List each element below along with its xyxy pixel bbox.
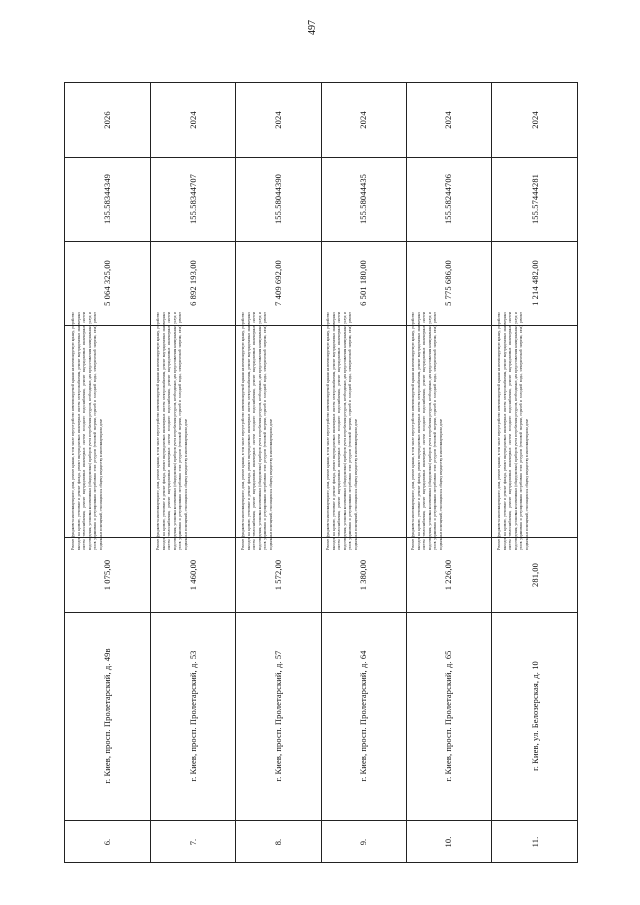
column-divider — [65, 241, 577, 242]
address: г. Киев, просп. Пролетарский, д. 65 — [443, 650, 453, 782]
year: 2024 — [530, 111, 540, 129]
row-divider — [235, 83, 236, 862]
address: г. Киев, просп. Пролетарский, д. 64 — [358, 650, 368, 782]
area: 1 460,00 — [188, 559, 198, 591]
row-number: 7. — [188, 838, 198, 846]
cost: 5 064 325,00 — [102, 260, 112, 306]
works-description: Ремонт фундамента многоквартирного дома, ремонт крыши, в том числе переустройство невентилируемой крыши на вентилируемую крышу, устройство выходов на кровлю, утепление и ремонт фасада, ремонт внутридомовых инженерных систем электроснабжения, ремонт внутридомовых инженерных систем теплоснабжения, ремонт внутридомовых инженерных систем холодного водоснабжения, ремонт внутридомовых инженерных систем водоотведения, установка коллективных (общедомовых) приборов учета потребления ресурсов, необходимых для предоставления коммунальных услуг, и узлов управления и регулирования потребления этих ресурсов (тепловой энергии, горячей и холодной воды, электрической энергии, газа), ремонт подвальных помещений, относящихся к общему имуществу в многоквартирном доме — [241, 312, 273, 550]
row-number: 8. — [273, 838, 283, 846]
address: г. Киев, ул. Белозерская, д. 10 — [530, 661, 540, 771]
works-description: Ремонт фундамента многоквартирного дома, ремонт крыши, в том числе переустройство невентилируемой крыши на вентилируемую крышу, устройство выходов на кровлю, утепление и ремонт фасада, ремонт внутридомовых инженерных систем электроснабжения, ремонт внутридомовых инженерных систем теплоснабжения, ремонт внутридомовых инженерных систем холодного водоснабжения, ремонт внутридомовых инженерных систем водоотведения, установка коллективных (общедомовых) приборов учета потребления ресурсов, необходимых для предоставления коммунальных услуг, и узлов управления и регулирования потребления этих ресурсов (тепловой энергии, горячей и холодной воды, электрической энергии, газа), ремонт подвальных помещений, относящихся к общему имуществу в многоквартирном доме — [71, 312, 103, 550]
address: г. Киев, просп. Пролетарский, д. 49в — [102, 648, 112, 784]
object-code: 155.58244706 — [443, 173, 453, 225]
works-description: Ремонт фундамента многоквартирного дома, ремонт крыши, в том числе переустройство невентилируемой крыши на вентилируемую крышу, устройство выходов на кровлю, утепление и ремонт фасада, ремонт внутридомовых инженерных систем электроснабжения, ремонт внутридомовых инженерных систем теплоснабжения, ремонт внутридомовых инженерных систем холодного водоснабжения, ремонт внутридомовых инженерных систем водоотведения, установка коллективных (общедомовых) приборов учета потребления ресурсов, необходимых для предоставления коммунальных услуг, и узлов управления и регулирования потребления этих ресурсов (тепловой энергии, горячей и холодной воды, электрической энергии, газа), ремонт подвальных помещений, относящихся к общему имуществу в многоквартирном доме — [326, 312, 358, 550]
row-divider — [150, 83, 151, 862]
object-code: 155.58044435 — [358, 173, 368, 225]
object-code: 135.58344349 — [102, 173, 112, 225]
cost: 6 501 180,00 — [358, 260, 368, 306]
year: 2024 — [273, 111, 283, 129]
year: 2024 — [443, 111, 453, 129]
cost: 1 214 482,00 — [530, 260, 540, 306]
address: г. Киев, просп. Пролетарский, д. 53 — [188, 650, 198, 782]
row-number: 11. — [530, 836, 540, 848]
works-description: Ремонт фундамента многоквартирного дома, ремонт крыши, в том числе переустройство невентилируемой крыши на вентилируемую крышу, устройство выходов на кровлю, утепление и ремонт фасада, ремонт внутридомовых инженерных систем электроснабжения, ремонт внутридомовых инженерных систем теплоснабжения, ремонт внутридомовых инженерных систем холодного водоснабжения, ремонт внутридомовых инженерных систем водоотведения, установка коллективных (общедомовых) приборов учета потребления ресурсов, необходимых для предоставления коммунальных услуг, и узлов управления и регулирования потребления этих ресурсов (тепловой энергии, горячей и холодной воды, электрической энергии, газа), ремонт подвальных помещений, относящихся к общему имуществу в многоквартирном доме — [497, 312, 529, 550]
row-divider — [491, 83, 492, 862]
row-divider — [321, 83, 322, 862]
year: 2024 — [358, 111, 368, 129]
area: 1 075,00 — [102, 559, 112, 591]
column-divider — [65, 612, 577, 613]
cost: 7 409 692,00 — [273, 260, 283, 306]
column-divider — [65, 820, 577, 821]
object-code: 155.58344707 — [188, 173, 198, 225]
page-number: 497 — [307, 20, 318, 35]
area: 281,00 — [530, 563, 540, 587]
cost: 6 892 193,00 — [188, 260, 198, 306]
works-table — [64, 82, 578, 863]
works-description: Ремонт фундамента многоквартирного дома, ремонт крыши, в том числе переустройство невентилируемой крыши на вентилируемую крышу, устройство выходов на кровлю, утепление и ремонт фасада, ремонт внутридомовых инженерных систем электроснабжения, ремонт внутридомовых инженерных систем теплоснабжения, ремонт внутридомовых инженерных систем холодного водоснабжения, ремонт внутридомовых инженерных систем водоотведения, установка коллективных (общедомовых) приборов учета потребления ресурсов, необходимых для предоставления коммунальных услуг, и узлов управления и регулирования потребления этих ресурсов (тепловой энергии, горячей и холодной воды, электрической энергии, газа), ремонт подвальных помещений, относящихся к общему имуществу в многоквартирном доме — [156, 312, 188, 550]
row-number: 9. — [358, 838, 368, 846]
area: 1 226,00 — [443, 559, 453, 591]
row-divider — [406, 83, 407, 862]
object-code: 155.57444281 — [530, 173, 540, 225]
area: 1 380,00 — [358, 559, 368, 591]
object-code: 155.58044390 — [273, 173, 283, 225]
cost: 5 775 686,00 — [443, 260, 453, 306]
year: 2024 — [188, 111, 198, 129]
address: г. Киев, просп. Пролетарский, д. 57 — [273, 650, 283, 782]
year: 2026 — [102, 111, 112, 129]
row-number: 10. — [443, 836, 453, 848]
row-number: 6. — [102, 838, 112, 846]
works-description: Ремонт фундамента многоквартирного дома, ремонт крыши, в том числе переустройство невентилируемой крыши на вентилируемую крышу, устройство выходов на кровлю, утепление и ремонт фасада, ремонт внутридомовых инженерных систем электроснабжения, ремонт внутридомовых инженерных систем теплоснабжения, ремонт внутридомовых инженерных систем холодного водоснабжения, ремонт внутридомовых инженерных систем водоотведения, установка коллективных (общедомовых) приборов учета потребления ресурсов, необходимых для предоставления коммунальных услуг, и узлов управления и регулирования потребления этих ресурсов (тепловой энергии, горячей и холодной воды, электрической энергии, газа), ремонт подвальных помещений, относящихся к общему имуществу в многоквартирном доме — [411, 312, 443, 550]
area: 1 572,00 — [273, 559, 283, 591]
column-divider — [65, 157, 577, 158]
